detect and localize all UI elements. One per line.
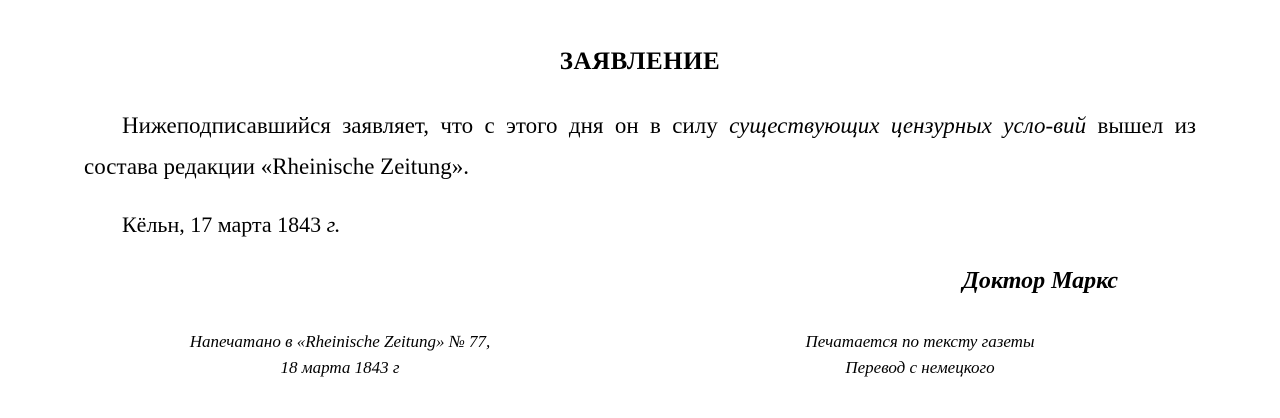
footnote-source bbox=[120, 329, 560, 380]
signature: Доктор Маркс bbox=[962, 267, 1118, 294]
footnote-translation-line-1: Печатается по тексту газеты bbox=[805, 332, 1035, 351]
paragraph-text-italic: существующих цензурных усло-вий bbox=[729, 113, 1087, 138]
date-line bbox=[84, 188, 1196, 238]
page-title: ЗАЯВЛЕНИЕ bbox=[559, 48, 721, 75]
paragraph-text-part1: Нижеподписавшийся заявляет, что с этого дня он в силу bbox=[122, 113, 730, 138]
footnote-translation-line-2: Перевод с немецкого bbox=[845, 357, 995, 377]
footnote-translation bbox=[710, 329, 1130, 380]
paragraph-text-part2: вышел из состава редакции «Rheinische Zeitung». bbox=[84, 113, 1196, 179]
footnote-source-line-1: Напечатано в «Rheinische Zeitung» № 77, bbox=[189, 332, 491, 351]
date-line-place: Кёльн, 17 марта 1843 bbox=[122, 211, 327, 237]
statement-paragraph bbox=[84, 106, 1196, 188]
footnote-source-line-2: 18 марта 1843 г bbox=[280, 357, 400, 377]
date-line-year-suffix: г. bbox=[326, 211, 341, 237]
footnotes bbox=[0, 329, 1280, 380]
document-body bbox=[84, 76, 1196, 295]
